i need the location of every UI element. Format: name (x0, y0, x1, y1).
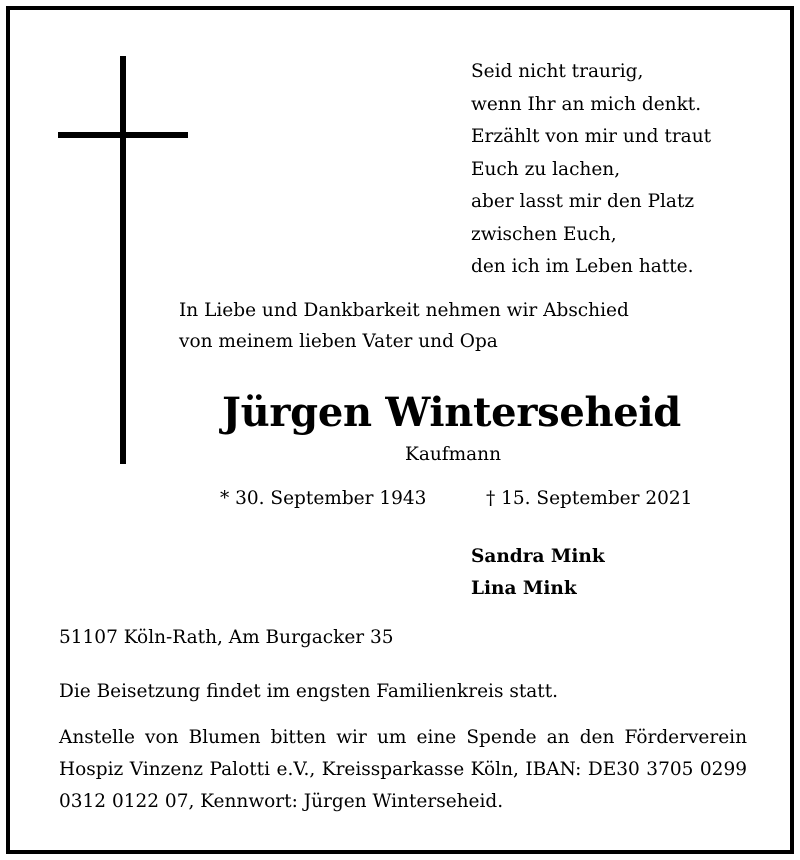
death-date: † 15. September 2021 (486, 488, 693, 509)
obituary-frame (6, 6, 794, 854)
poem-line: wenn Ihr an mich denkt. (471, 93, 702, 115)
poem (471, 56, 711, 284)
cross-vertical-bar (120, 56, 126, 464)
deceased-profession: Kaufmann (405, 444, 502, 465)
intro-line: von meinem lieben Vater und Opa (179, 331, 498, 352)
mourner-name: Sandra Mink (471, 546, 605, 567)
mourner-name: Lina Mink (471, 578, 577, 599)
poem-line: den ich im Leben hatte. (471, 256, 694, 277)
intro-line: In Liebe und Dankbarkeit nehmen wir Abschied (179, 300, 629, 321)
birth-date: * 30. September 1943 (220, 488, 427, 509)
poem-line: aber lasst mir den Platz (471, 191, 695, 212)
farewell-intro (179, 295, 629, 357)
mourners-list (471, 541, 605, 605)
funeral-note: Die Beisetzung findet im engsten Familienkreis statt. (59, 681, 559, 702)
family-address: 51107 Köln-Rath, Am Burgacker 35 (59, 627, 394, 648)
cross-horizontal-bar (58, 132, 188, 138)
poem-line: Euch zu lachen, (471, 158, 621, 180)
poem-line: Seid nicht traurig, (471, 61, 644, 82)
donation-note: Anstelle von Blumen bitten wir um eine Spende an den Förderverein Hospiz Vinzenz Palotti e.V., Kreissparkasse Köln, IBAN: DE30 3705 0299 0312 0122 07, Kennwort: Jürgen Winterseheid. (59, 727, 747, 812)
deceased-name: Jürgen Winterseheid (222, 389, 681, 436)
poem-line: zwischen Euch, (471, 223, 617, 245)
poem-line: Erzählt von mir und traut (471, 126, 712, 147)
